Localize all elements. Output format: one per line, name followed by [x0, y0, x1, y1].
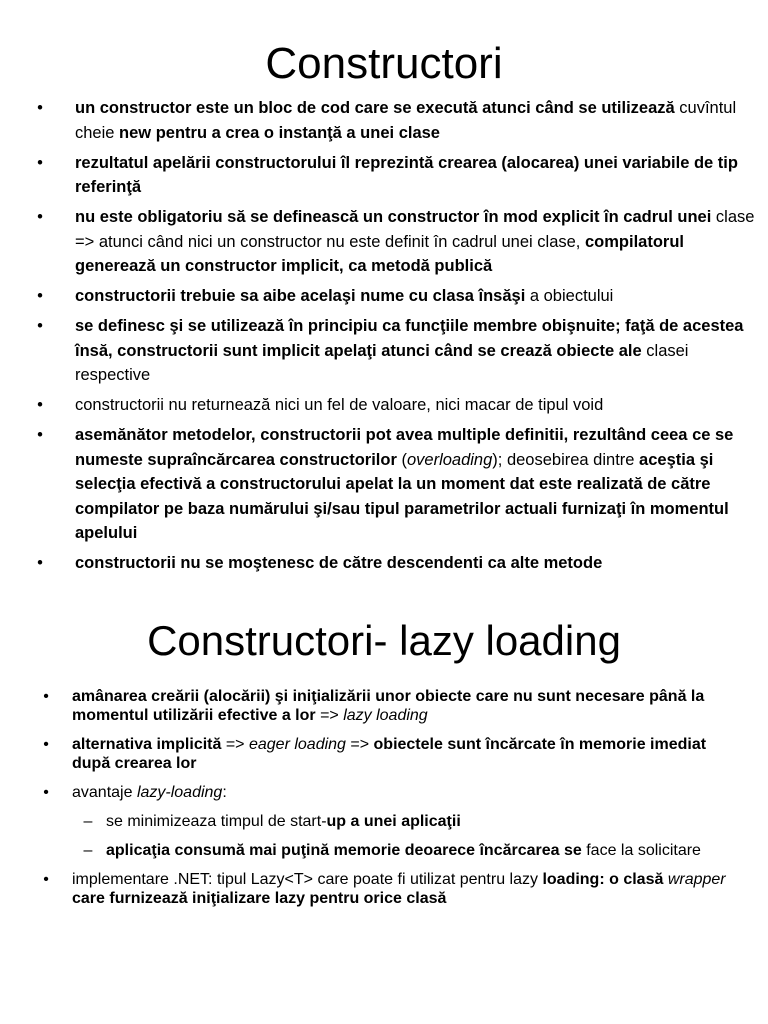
text-run: =>	[345, 736, 374, 753]
item-text	[72, 783, 748, 802]
bullet-marker: •	[37, 287, 43, 305]
bullet-marker: •	[37, 153, 43, 172]
item-text	[75, 205, 760, 279]
text-run: asemănător metodelor, constructorii pot avea multiple definitii, rezultând ceea ce se numeste supraîncărcarea constructorilor	[75, 426, 734, 469]
item-text	[75, 423, 760, 546]
section-constructori	[0, 38, 768, 581]
text-run: constructorii nu se moştenesc de către descendenti ca alte metode	[75, 554, 603, 572]
text-run: cuvîntul cheie	[75, 99, 737, 142]
item-text	[75, 284, 760, 309]
text-run: :	[222, 784, 227, 801]
text-run: =>	[315, 707, 344, 724]
item-text	[106, 812, 748, 831]
bullet-list	[0, 687, 768, 908]
text-run: =>	[221, 736, 249, 753]
text-run: se minimizeaza timpul de start-	[106, 813, 327, 830]
item-text	[72, 870, 748, 908]
text-run: overloading	[406, 450, 493, 469]
text-run: care furnizează iniţializare lazy pentru orice clasă	[72, 890, 447, 907]
list-item	[0, 151, 768, 200]
list-item	[0, 812, 768, 831]
text-run: new	[119, 123, 152, 142]
text-run: implementare .NET: tipul Lazy<T> care poate fi utilizat pentru lazy	[72, 871, 538, 888]
item-text	[75, 96, 760, 145]
text-run: alternativa implicită	[72, 736, 222, 753]
text-run: ); deosebirea dintre	[492, 450, 635, 469]
bullet-marker: •	[43, 871, 49, 888]
item-text	[106, 841, 748, 860]
text-run: se definesc şi se utilizează în principiu ca funcţiile membre obişnuite; faţă de acestea însă, constructorii sunt implicit apelaţi atunci când se crează obiecte ale	[75, 317, 744, 360]
text-run: (	[396, 450, 407, 469]
item-text	[75, 393, 760, 418]
bullet-marker: •	[43, 736, 49, 753]
list-item	[0, 841, 768, 860]
item-text	[75, 551, 760, 576]
section-title: Constructori	[265, 39, 503, 88]
text-run: obiectele sunt încărcate în memorie imediat după crearea lor	[72, 736, 707, 772]
list-item	[0, 423, 768, 546]
item-text	[75, 151, 760, 200]
bullet-marker: –	[83, 842, 93, 859]
text-run: pentru a crea o instanţă a unei clase	[151, 123, 440, 142]
text-run: compilatorul generează un constructor implicit, ca metodă publică	[75, 232, 684, 275]
list-item	[0, 735, 768, 773]
text-run: constructorii trebuie sa aibe acelaşi nume cu clasa însăşi	[75, 287, 526, 305]
text-run: a obiectului	[525, 287, 614, 305]
text-run: constructorii nu returnează nici un fel de valoare, nici macar de tipul void	[75, 396, 604, 414]
section-title: Constructori- lazy loading	[147, 617, 621, 664]
text-run: face la solicitare	[581, 842, 701, 859]
list-item	[0, 96, 768, 145]
list-item	[0, 551, 768, 576]
text-run: up a unei aplicaţii	[326, 813, 461, 830]
bullet-list	[0, 96, 768, 576]
bullet-marker: •	[37, 99, 43, 117]
list-item	[0, 783, 768, 802]
text-run: aceştia şi selecţia efectivă a constructorului apelat la un moment dat este realizată de către compilator pe baza numărului şi/sau tipul parametrilor actuali furnizaţi în momentul apelului	[75, 450, 729, 542]
bullet-marker: •	[37, 554, 43, 572]
text-run: lazy-loading	[136, 784, 223, 801]
item-text	[75, 314, 760, 388]
bullet-marker: •	[43, 688, 49, 705]
bullet-marker: •	[37, 426, 43, 444]
list-item	[0, 205, 768, 279]
item-text	[72, 687, 748, 725]
text-run: un constructor este un bloc de cod care se execută atunci când se utilizează	[75, 99, 675, 117]
text-run: eager loading	[248, 736, 346, 753]
text-run: lazy loading	[343, 707, 428, 724]
item-text	[72, 735, 748, 773]
bullet-marker: •	[37, 317, 43, 335]
list-item	[0, 284, 768, 309]
list-item	[0, 314, 768, 388]
bullet-marker: •	[37, 208, 43, 226]
text-run: wrapper	[667, 871, 726, 888]
text-run: nu este obligatoriu să se definească un constructor în mod explicit în cadrul unei	[75, 208, 712, 226]
text-run: clase => atunci când nici un constructor nu este definit în cadrul unei clase,	[75, 208, 755, 251]
text-run: clasei respective	[75, 341, 689, 384]
bullet-marker: •	[43, 784, 49, 801]
text-run: amânarea creării (alocării) şi iniţializării unor obiecte care nu sunt necesare până la momentul utilizării efective a lor	[72, 688, 705, 724]
list-item	[0, 393, 768, 418]
list-item	[0, 870, 768, 908]
text-run: aplicaţia consumă mai puţină memorie deoarece încărcarea se	[106, 842, 582, 859]
section-lazy-loading	[0, 616, 768, 918]
bullet-marker: •	[37, 396, 43, 414]
text-run: rezultatul apelării constructorului îl reprezintă crearea (alocarea) unei variabile de tip referinţă	[75, 153, 738, 196]
list-item	[0, 687, 768, 725]
text-run: loading: o clasă	[538, 871, 668, 888]
text-run: avantaje	[72, 784, 137, 801]
bullet-marker: –	[83, 813, 93, 830]
